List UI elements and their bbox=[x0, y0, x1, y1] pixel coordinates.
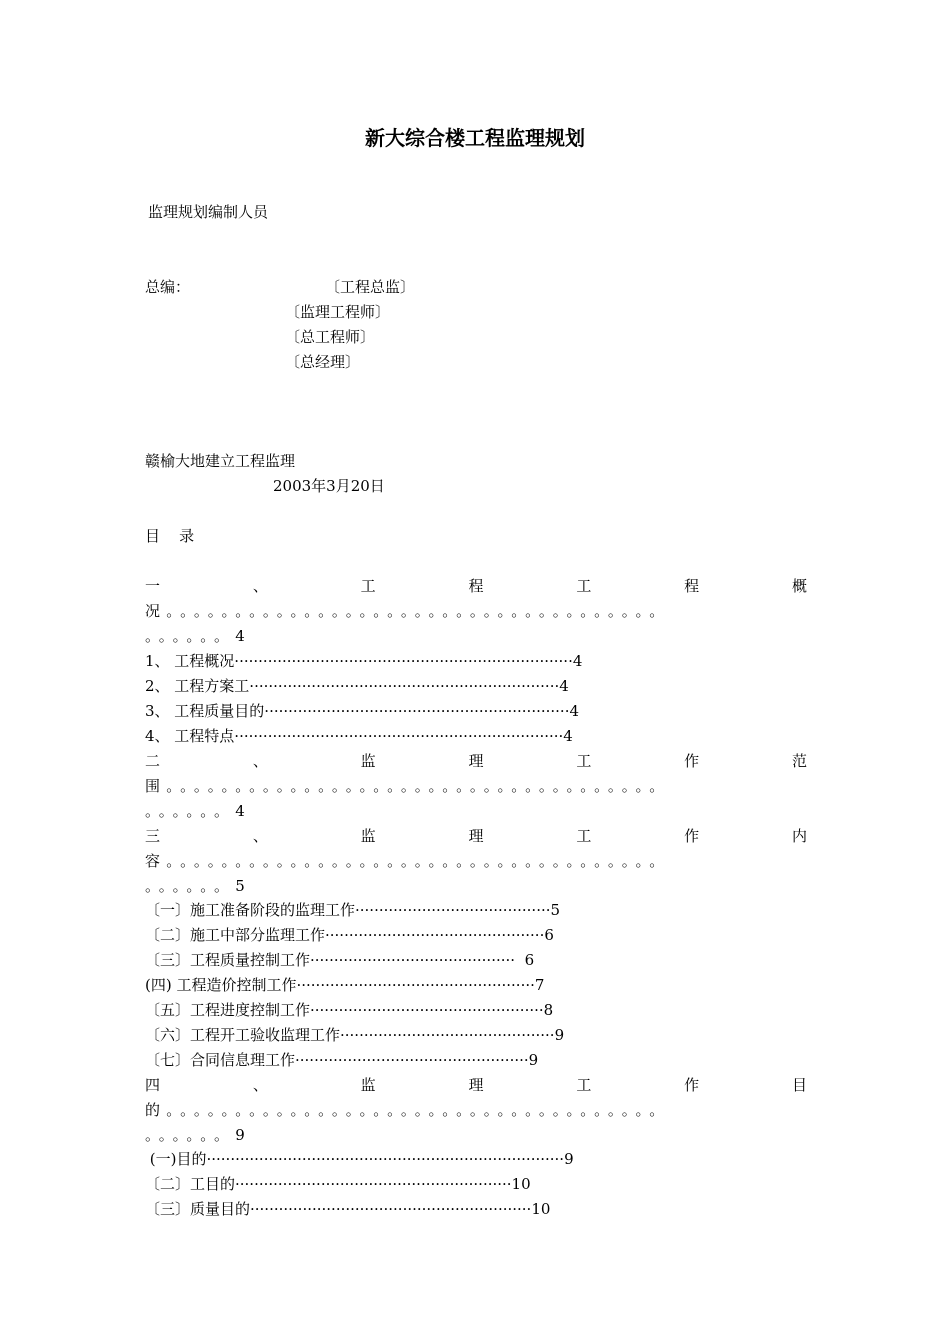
staff-heading: 监理规划编制人员 bbox=[148, 203, 269, 221]
toc-char: 、 bbox=[252, 577, 268, 595]
toc-char: 作 bbox=[684, 827, 700, 845]
toc-char: 、 bbox=[252, 827, 268, 845]
toc-char: 工 bbox=[576, 1076, 592, 1094]
toc-section-1-page: 。。。。。。4 bbox=[145, 627, 252, 645]
toc-section-2-page: 。。。。。。4 bbox=[145, 802, 252, 820]
toc-char: 工 bbox=[576, 827, 592, 845]
toc-item-3-7[interactable]: 〔七〕合同信息理工作·················································9 bbox=[145, 1051, 539, 1069]
toc-char: 内 bbox=[791, 827, 807, 845]
toc-item-4-2[interactable]: 〔二〕工目的··························································10 bbox=[145, 1175, 531, 1193]
toc-char: 概 bbox=[791, 577, 807, 595]
toc-item-3-5[interactable]: 〔五〕工程进度控制工作·················································8 bbox=[145, 1001, 554, 1019]
toc-item-1-2[interactable]: 2、 工程方案工·································································4 bbox=[145, 677, 569, 695]
toc-char: 工 bbox=[576, 577, 592, 595]
toc-char: 监 bbox=[360, 752, 376, 770]
toc-char: 理 bbox=[468, 752, 484, 770]
toc-item-4-3[interactable]: 〔三〕质量目的···························································10 bbox=[145, 1200, 551, 1218]
toc-section-3-page: 。。。。。。5 bbox=[145, 877, 252, 895]
toc-char: 工 bbox=[360, 577, 376, 595]
toc-section-2-leader: 围。。。。。。。。。。。。。。。。。。。。。。。。。。。。。。。。。。。。 bbox=[145, 777, 671, 795]
document-date: 2003年3月20日 bbox=[273, 477, 385, 495]
toc-item-3-4[interactable]: (四) 工程造价控制工作··················································7 bbox=[145, 976, 545, 994]
toc-char: 二 bbox=[145, 752, 161, 770]
toc-char: 理 bbox=[468, 827, 484, 845]
toc-section-3-heading[interactable] bbox=[145, 826, 807, 846]
toc-item-3-2[interactable]: 〔二〕施工中部分监理工作··············································6 bbox=[145, 926, 554, 944]
toc-section-4-page: 。。。。。。9 bbox=[145, 1126, 252, 1144]
toc-item-3-1[interactable]: 〔一〕施工准备阶段的监理工作·········································5 bbox=[145, 901, 561, 919]
toc-section-4-heading[interactable] bbox=[145, 1075, 807, 1095]
toc-item-3-6[interactable]: 〔六〕工程开工验收监理工作·············································9 bbox=[145, 1026, 565, 1044]
toc-char: 工 bbox=[576, 752, 592, 770]
toc-char: 作 bbox=[684, 752, 700, 770]
toc-char: 四 bbox=[145, 1076, 161, 1094]
toc-char: 一 bbox=[145, 577, 161, 595]
toc-item-1-1[interactable]: 1、 工程概况·······································································4 bbox=[145, 652, 583, 670]
toc-char: 范 bbox=[791, 752, 807, 770]
document-title: 新大综合楼工程监理规划 bbox=[365, 126, 585, 150]
toc-char: 、 bbox=[252, 752, 268, 770]
toc-section-3-leader: 容。。。。。。。。。。。。。。。。。。。。。。。。。。。。。。。。。。。。 bbox=[145, 852, 671, 870]
company-name: 赣榆大地建立工程监理 bbox=[145, 452, 296, 470]
role-supervising-engineer: 〔监理工程师〕 bbox=[285, 303, 391, 321]
toc-char: 目 bbox=[791, 1076, 807, 1094]
toc-char: 监 bbox=[360, 1076, 376, 1094]
role-chief-supervisor: 〔工程总监〕 bbox=[325, 278, 416, 296]
toc-char: 程 bbox=[684, 577, 700, 595]
toc-section-1-leader: 况。。。。。。。。。。。。。。。。。。。。。。。。。。。。。。。。。。。。 bbox=[145, 602, 671, 620]
toc-item-1-4[interactable]: 4、 工程特点·····································································4 bbox=[145, 727, 573, 745]
toc-char: 、 bbox=[252, 1076, 268, 1094]
role-general-manager: 〔总经理〕 bbox=[285, 353, 361, 371]
toc-section-1-heading[interactable] bbox=[145, 576, 807, 596]
toc-char: 理 bbox=[468, 1076, 484, 1094]
role-chief-engineer: 〔总工程师〕 bbox=[285, 328, 376, 346]
toc-char: 作 bbox=[684, 1076, 700, 1094]
toc-section-2-heading[interactable] bbox=[145, 751, 807, 771]
toc-heading: 目 录 bbox=[145, 527, 195, 545]
toc-section-4-leader: 的。。。。。。。。。。。。。。。。。。。。。。。。。。。。。。。。。。。。 bbox=[145, 1101, 671, 1119]
toc-item-1-3[interactable]: 3、 工程质量目的································································4 bbox=[145, 702, 580, 720]
toc-char: 监 bbox=[360, 827, 376, 845]
toc-item-3-3[interactable]: 〔三〕工程质量控制工作··········································· 6 bbox=[145, 951, 535, 969]
toc-char: 三 bbox=[145, 827, 161, 845]
toc-item-4-1[interactable]: (一)目的···········································································9 bbox=[145, 1150, 574, 1168]
editor-label: 总编： bbox=[145, 278, 191, 296]
toc-char: 程 bbox=[468, 577, 484, 595]
